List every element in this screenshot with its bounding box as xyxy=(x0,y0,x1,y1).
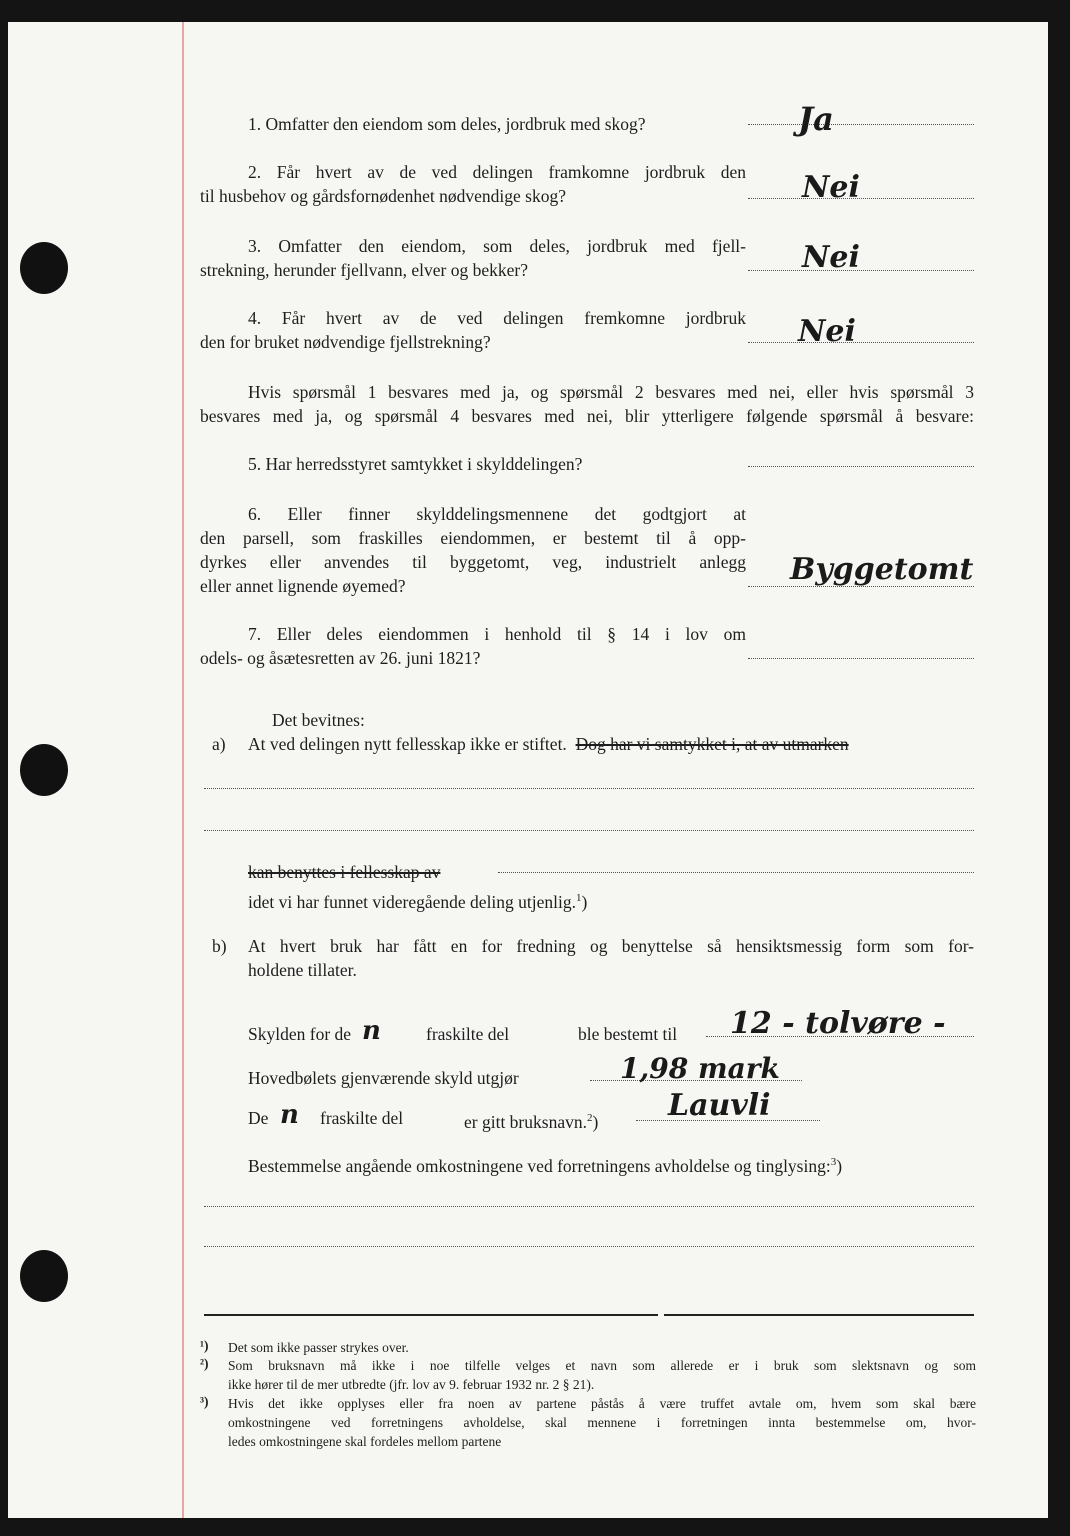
answer-line xyxy=(748,124,974,125)
condition-text xyxy=(200,404,974,428)
answer-line xyxy=(748,270,974,271)
question-2-line: 2. Får hvert av de ved delingen framkomne jordbruk den xyxy=(248,162,746,182)
question-6-line: dyrkes eller anvendes til byggetomt, veg, industrielt anlegg xyxy=(200,552,746,572)
item-b-label: b) xyxy=(212,936,227,956)
footnote-separator xyxy=(664,1314,974,1316)
item-a-label: a) xyxy=(212,734,226,754)
question-6-line: eller annet lignende øyemed? xyxy=(200,576,406,596)
question-4-line: 4. Får hvert av de ved delingen fremkomne jordbruk xyxy=(248,308,746,328)
question-1-line: 1. Omfatter den eiendom som deles, jordbruk med skog? xyxy=(248,114,646,134)
bestemmelse-label: Bestemmelse angående omkostningene ved forretningens avholdelse og tinglysing:$^3$) xyxy=(248,1155,843,1176)
fill-line xyxy=(498,872,974,873)
item-a-cont-text: idet vi har funnet videregående deling utjenlig. xyxy=(248,891,577,912)
bruksnavn-hw-n: n xyxy=(280,1100,299,1130)
skyld-label: Skylden for de xyxy=(248,1024,352,1044)
skyld-amount: 12 - tolvøre - xyxy=(730,1006,946,1041)
footnote-1: Det som ikke passer strykes over. xyxy=(228,1340,409,1355)
footnote-line: ledes omkostningene skal fordeles mellom partene xyxy=(228,1434,502,1449)
item-a-text xyxy=(248,732,849,756)
footnote-ref: 3 xyxy=(830,1156,837,1168)
skyld-label: fraskilte del xyxy=(426,1024,510,1044)
fill-line xyxy=(204,788,974,789)
item-a-struck-2: kan benyttes i fellesskap av xyxy=(248,862,441,882)
question-3-line: strekning, herunder fjellvann, elver og bekker? xyxy=(200,260,528,280)
skyld-hw-n: n xyxy=(362,1016,381,1046)
condition-line: Hvis spørsmål 1 besvares med ja, og spørsmål 2 besvares med nei, eller hvis spørsmål 3 xyxy=(248,382,974,402)
question-2-text xyxy=(248,160,746,184)
item-b-line: At hvert bruk har fått en for fredning og benyttelse så hensiktsmessig form som for- xyxy=(248,936,974,956)
punch-hole xyxy=(20,744,68,796)
footnote-separator xyxy=(204,1314,658,1316)
condition-line: besvares med ja, og spørsmål 4 besvares med nei, blir ytterligere følgende spørsmål å besvare: xyxy=(200,406,974,426)
answer-1: Ja xyxy=(798,100,834,138)
footnote-line: ikke hører til de mer utbredte (jfr. lov av 9. februar 1932 nr. 2 § 21). xyxy=(228,1377,595,1392)
answer-4: Nei xyxy=(798,314,856,349)
answer-line xyxy=(748,658,974,659)
footnote-2 xyxy=(228,1356,976,1394)
footnote-3 xyxy=(228,1394,976,1451)
footnote-mark: ²) xyxy=(200,1356,209,1371)
question-6-line: 6. Eller finner skylddelingsmennene det godtgjort at xyxy=(248,504,746,524)
bevitnes-heading: Det bevitnes: xyxy=(272,710,365,730)
question-6-line: den parsell, som fraskilles eiendommen, er bestemt til å opp- xyxy=(200,528,746,548)
punch-hole xyxy=(20,1250,68,1302)
footnote-ref: 2 xyxy=(586,1112,593,1124)
footnote-mark: ³) xyxy=(200,1394,209,1409)
hovedbol-amount: 1,98 mark xyxy=(620,1052,780,1085)
item-a-main: At ved delingen nytt fellesskap ikke er stiftet. xyxy=(248,734,567,754)
question-3-line: 3. Omfatter den eiendom, som deles, jordbruk med fjell- xyxy=(248,236,746,256)
item-a-struck: Dog har vi samtykket i, at av utmarken xyxy=(575,734,849,754)
question-5: 5. Har herredsstyret samtykket i skylddelingen? xyxy=(248,454,583,474)
answer-line xyxy=(748,198,974,199)
fill-line xyxy=(204,830,974,831)
bruksnavn-value: Lauvli xyxy=(668,1088,771,1123)
bruksnavn-label: fraskilte del xyxy=(320,1108,404,1128)
question-4-line: den for bruket nødvendige fjellstrekning? xyxy=(200,332,491,352)
answer-line xyxy=(748,342,974,343)
question-6-text xyxy=(248,502,746,526)
question-7-text xyxy=(248,622,746,646)
skyld-label: ble bestemt til xyxy=(578,1024,678,1044)
condition-text xyxy=(248,380,974,404)
item-b-line: holdene tillater. xyxy=(248,960,357,980)
question-3-text xyxy=(248,234,746,258)
bestemmelse-text: Bestemmelse angående omkostningene ved forretningens avholdelse og tinglysing: xyxy=(248,1155,831,1176)
answer-3: Nei xyxy=(802,240,860,275)
answer-2: Nei xyxy=(802,170,860,205)
question-6-text xyxy=(200,526,746,574)
item-a-continuation: idet vi har funnet videregående deling utjenlig.$^1$) xyxy=(248,891,588,912)
footnote-line: Hvis det ikke opplyses eller fra noen av partene påstås å være truffet avtale om, hvem som skal bære xyxy=(228,1396,976,1411)
question-7-line: 7. Eller deles eiendommen i henhold til § 14 i lov om xyxy=(248,624,746,644)
question-7-line: odels- og åsætesretten av 26. juni 1821? xyxy=(200,648,481,668)
item-b-text xyxy=(248,934,974,958)
fill-line xyxy=(204,1206,974,1207)
punch-hole xyxy=(20,242,68,294)
footnote-line: omkostningene ved forretningens avholdelse, skal mennene i forretningen innta bestemmelse om, hvor- xyxy=(228,1415,976,1430)
footnote-ref: 1 xyxy=(576,892,582,904)
question-4-text xyxy=(248,306,746,330)
hovedbol-label: Hovedbølets gjenværende skyld utgjør xyxy=(248,1068,519,1088)
footnote-line: Som bruksnavn må ikke i noe tilfelle velges et navn som allerede er i bruk som slektsnavn og som xyxy=(228,1358,976,1373)
footnote-mark: ¹) xyxy=(200,1338,209,1353)
bruksnavn-label-text: er gitt bruksnavn. xyxy=(464,1111,587,1132)
bruksnavn-label: De xyxy=(248,1108,269,1128)
bruksnavn-label: er gitt bruksnavn.$^2$) xyxy=(464,1111,599,1132)
margin-rule xyxy=(182,22,184,1518)
fill-line xyxy=(204,1246,974,1247)
answer-line xyxy=(748,466,974,467)
question-2-line: til husbehov og gårdsfornødenhet nødvendige skog? xyxy=(200,186,566,206)
answer-6: Byggetomt xyxy=(790,552,974,587)
